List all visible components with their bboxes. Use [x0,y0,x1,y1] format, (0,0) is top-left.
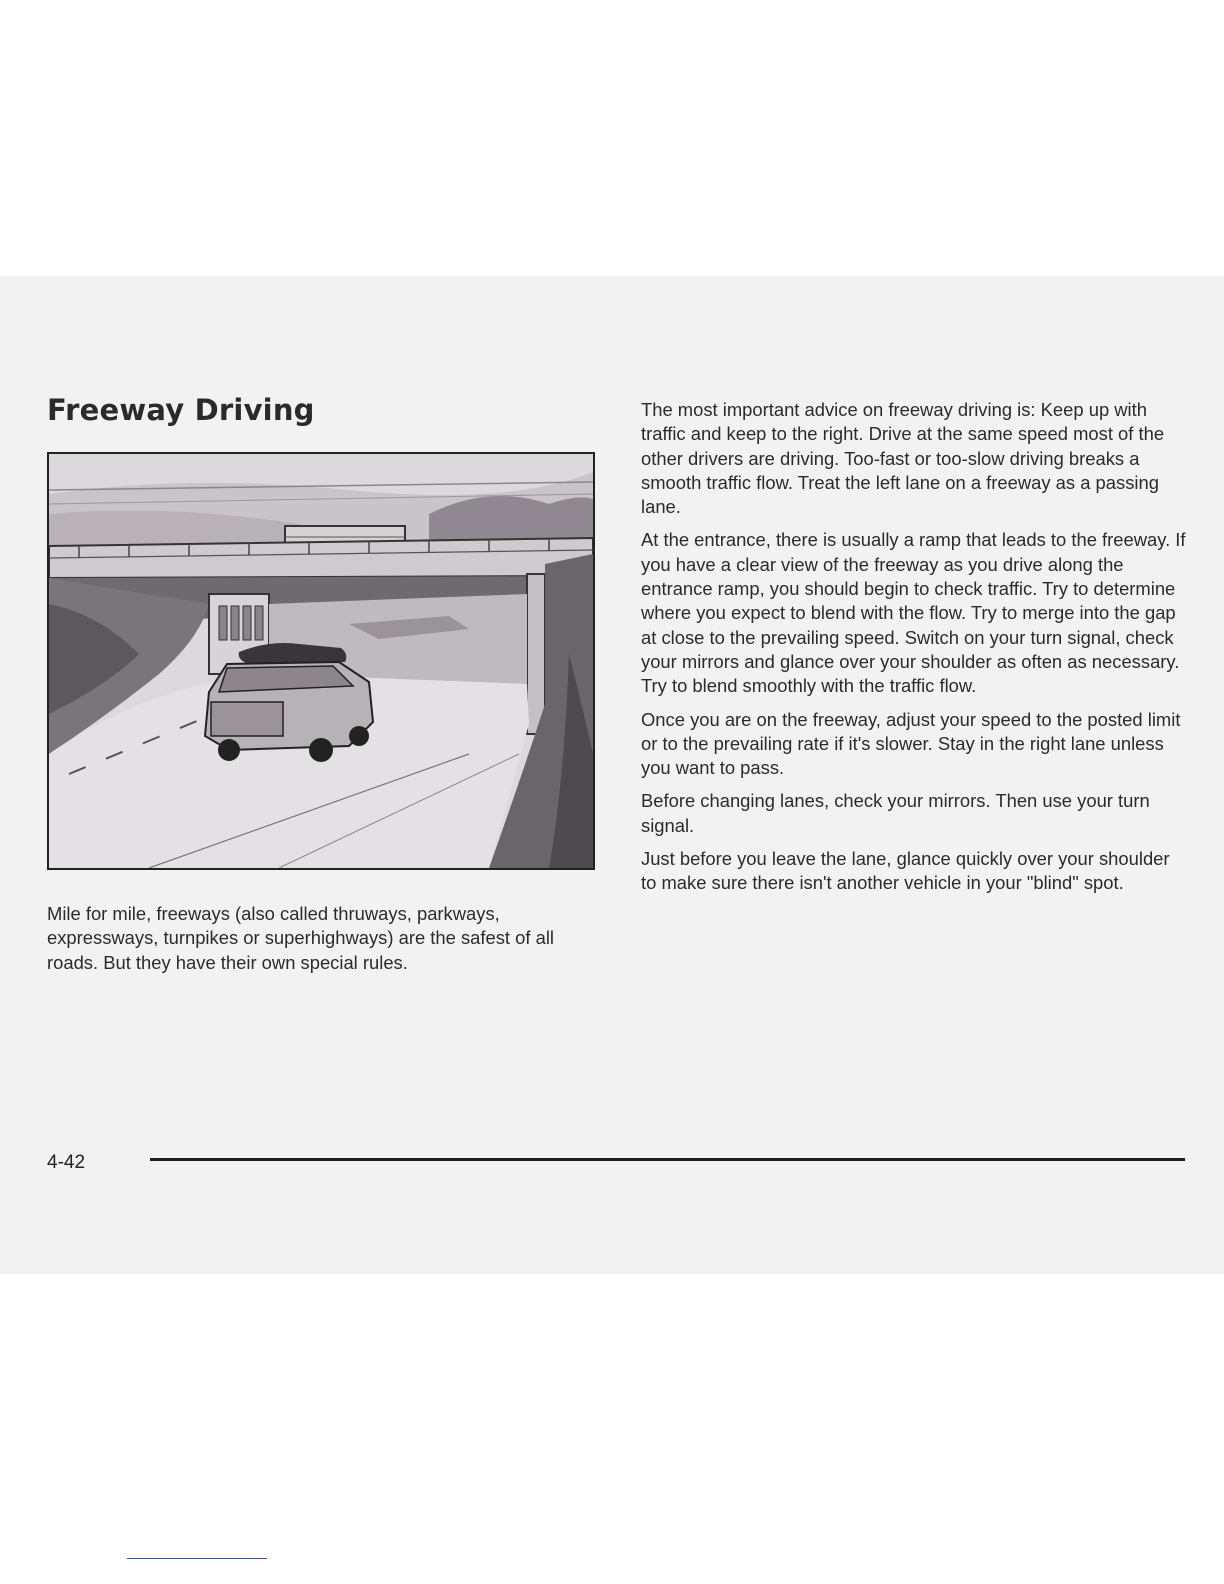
right-column [641,398,1189,905]
paragraph-adjust-speed: Once you are on the freeway, adjust your speed to the posted limit or to the prevailing rate if it's slower. Stay in the right lane unless you want to pass. [641,708,1181,779]
page-title: Freeway Driving [47,393,315,427]
paragraph-changing-lanes: Before changing lanes, check your mirrors. Then use your turn signal. [641,790,1150,836]
paragraph-entrance-ramp: At the entrance, there is usually a ramp that leads to the freeway. If you have a clear view of the freeway as you drive along the entrance ramp, you should begin to check traffic. Try to determine where you expect to blend with the flow. Try to merge into the gap at close to the prevailing speed. Switch on your turn signal, check your mirrors and glance over your shoulder as often as necessary. Try to blend smoothly with the traffic flow. [641,529,1186,697]
freeway-overpass-illustration [47,452,595,870]
footer-rule [150,1158,1185,1161]
page-number: 4-42 [47,1152,86,1173]
intro-paragraph: Mile for mile, freeways (also called thruways, parkways, expressways, turnpikes or superhighways) are the safest of all roads. But they have their own special rules. [47,903,554,973]
paragraph-blind-spot: Just before you leave the lane, glance quickly over your shoulder to make sure there isn't another vehicle in your "blind" spot. [641,848,1170,894]
paragraph-freeway-advice: The most important advice on freeway driving is: Keep up with traffic and keep to the right. Drive at the same speed most of the other drivers are driving. Too-fast or too-slow driving breaks a smooth traffic flow. Treat the left lane on a freeway as a passing lane. [641,399,1165,518]
bottom-link-underline [127,1558,267,1559]
